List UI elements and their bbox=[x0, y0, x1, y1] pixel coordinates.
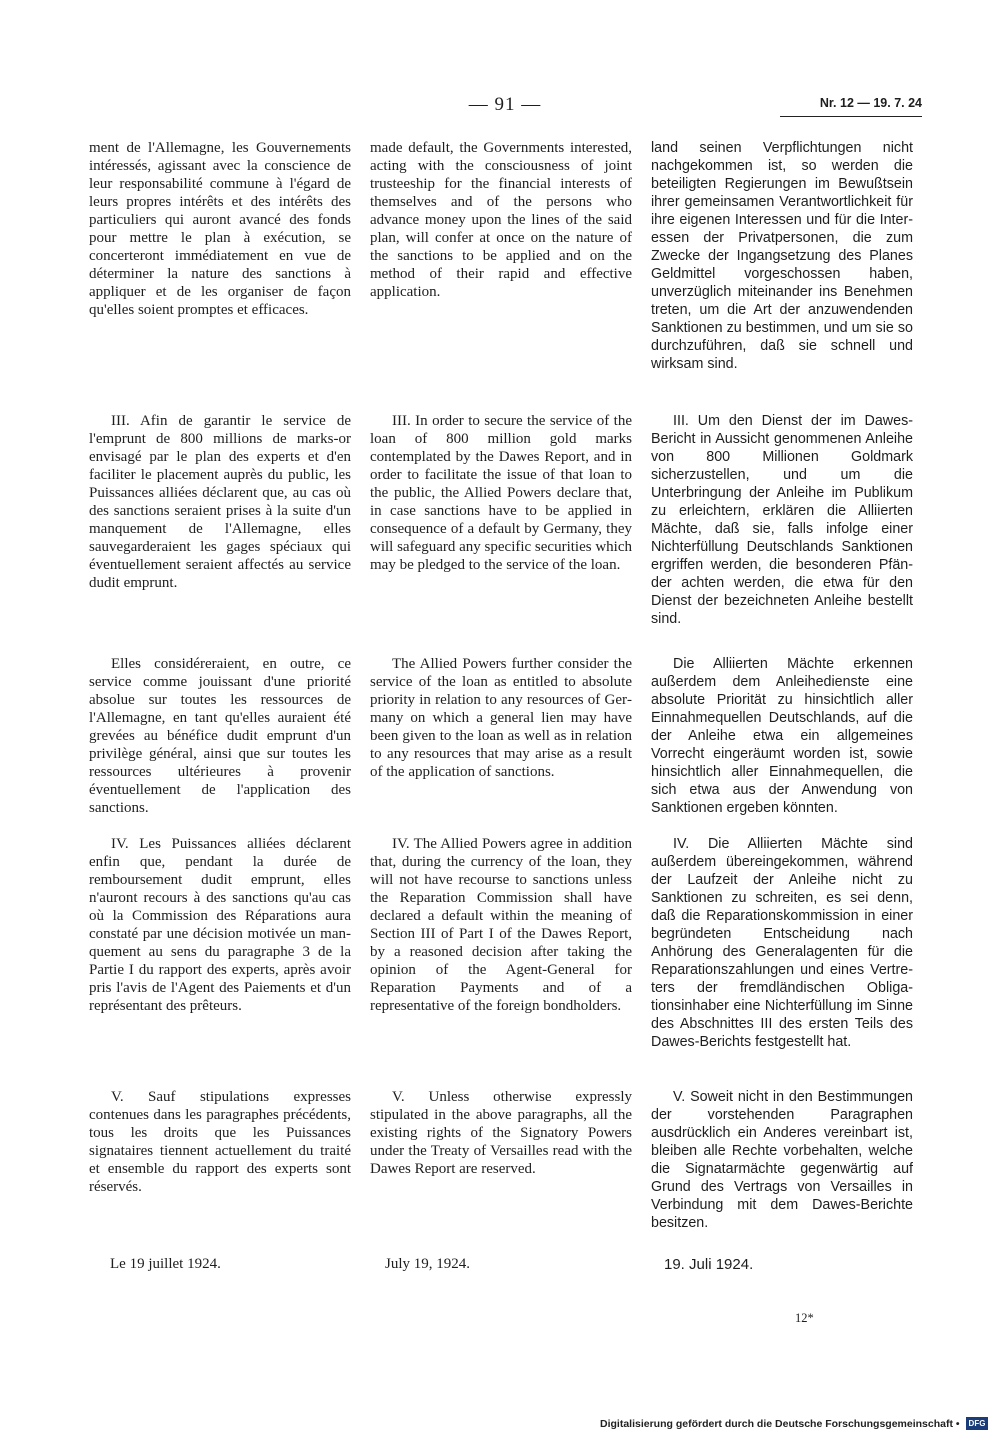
dfg-logo-icon: DFG bbox=[966, 1417, 988, 1430]
de-paragraph-iii: III. Um den Dienst der im Dawes-Bericht in Aussicht genommenen Anleihe von 800 Millionen Goldmark sicherzustellen, und um die Unterbringung der Anleihe im Publikum zu erleichtern, erklären die Alliierten Mächte, daß sie, falls infolge einer Nichterfüllung Deutschlands Sanktionen ergriffen werden, die besonderen Pfänder achten werden, die etwa für den Dienst der bezeichneten Anleihe bestellt sind. bbox=[651, 413, 913, 627]
en-paragraph-iii: III. In order to secure the service of the loan of 800 million gold marks contemplated by the Dawes Report, and in order to facilitate the issue of that loan to the public, the Allied Powers declare that, in case sanctions have to be applied in consequence of a default by Germany, they will safeguard any specific securities which may be pledged to the service of the loan. bbox=[370, 413, 632, 573]
fr-paragraph-continuation: ment de l'Allemagne, les Gouvernements intéressés, agissant avec la conscience de leur responsabilité commune à l'égard de leurs propres intérêts et des intérêts des particuliers qui auront avancé des fonds pour mettre le plan à exécution, se concerteront immédiatement en vue de déterminer la nature des sanctions à appliquer et de les organiser de façon qu'elles soient promptes et efficaces. bbox=[89, 140, 351, 318]
en-paragraph-priority: The Allied Powers further consider the service of the loan as entitled to absolute priority in relation to any resources of Germany on which a general lien may have been given to the loan as well as in relation to any resources that may arise as a result of the application of sanctions. bbox=[370, 656, 632, 780]
issue-reference: Nr. 12 — 19. 7. 24 bbox=[819, 96, 922, 110]
date-french: Le 19 juillet 1924. bbox=[110, 1256, 221, 1272]
de-paragraph-iv: IV. Die Alliierten Mächte sind außerdem übereingekommen, während der Laufzeit der Anleihe nicht zu Sanktionen zu schreiten, es sei denn, daß die Reparationskommission in einer begründeten Entscheidung nach Anhörung des Generalagenten für die Reparationszahlungen und eines Vertreters der fremdländischen Obligationsinhaber eine Nichterfüllung im Sinne des Abschnittes III des ersten Teils des Dawes-Berichts festgestellt hat. bbox=[651, 836, 913, 1050]
sheet-signature-mark: 12* bbox=[795, 1311, 814, 1325]
fr-paragraph-iii: III. Afin de garantir le service de l'emprunt de 800 millions de marks-or envisagé par le plan des experts et d'en faciliter le placement auprès du public, les Puissances alliées déclarent que, au cas où des sanctions seraient prises à la suite d'un manquement de l'Allemagne, elles sauvegarderaient les gages spéciaux qui éventuellement seraient affectés au service dudit emprunt. bbox=[89, 413, 351, 591]
de-paragraph-continuation: land seinen Verpflichtungen nicht nachgekommen ist, so werden die beteiligten Regierungen im Bewußtsein ihrer gemeinsamen Verantwortlichkeit für ihre eigenen Interessen und für die Interessen der Privatpersonen, die zum Zwecke der Ingangsetzung des Planes Geldmittel vorgeschossen haben, unverzüglich miteinander ins Benehmen treten, um die Art der anzuwendenden Sanktionen zu bestimmen, und um sie so durchzuführen, daß sie schnell und wirksam sind. bbox=[651, 140, 913, 372]
en-paragraph-continuation: made default, the Governments interested, acting with the consciousness of joint trusteeship for the financial interests of themselves and of the persons who advance money upon the lines of the said plan, will confer at once on the nature of the sanctions to be applied and on the method of their rapid and effective application. bbox=[370, 140, 632, 300]
fr-paragraph-priority: Elles considéreraient, en outre, ce service comme jouissant d'une priorité absolue sur toutes les ressources de l'Allemagne, en tant qu'elles auraient été grevées au bénéfice dudit emprunt d'un privilège général, ainsi que sur toutes les ressources ultérieures à provenir éventuellement de l'application des sanctions. bbox=[89, 656, 351, 816]
page-number: — 91 — bbox=[468, 94, 542, 115]
en-paragraph-v: V. Unless otherwise expressly stipulated in the above paragraphs, all the existing rights of the Signatory Powers under the Treaty of Versailles read with the Dawes Report are reserved. bbox=[370, 1089, 632, 1177]
fr-paragraph-v: V. Sauf stipulations expresses contenues dans les paragraphes précédents, tous les droits que les Puissances signataires tiennent actuellement du traité et ensemble du rapport des experts sont réservés. bbox=[89, 1089, 351, 1195]
fr-paragraph-iv: IV. Les Puissances alliées déclarent enfin que, pendant la durée de remboursement dudit emprunt, elles n'auront recours à des sanctions qu'au cas où la Commission des Réparations aura constaté par une décision motivée un manquement au sens du paragraphe 3 de la Partie I du rapport des experts, après avoir pris l'avis de l'Agent des Paiements et d'un représentant des prêteurs. bbox=[89, 836, 351, 1014]
en-paragraph-iv: IV. The Allied Powers agree in addition that, during the currency of the loan, they will not have recourse to sanctions unless the Reparation Commission shall have declared a default within the meaning of Section III of Part I of the Dawes Report, by a reasoned decision after taking the opinion of the Agent-General for Reparation Payments and of a representative of the foreign bondholders. bbox=[370, 836, 632, 1014]
de-paragraph-priority: Die Alliierten Mächte erkennen außerdem dem Anleihedienste eine absolute Priorität zu hinsichtlich aller Einnahmequellen Deutschlands, auf die der Anleihe etwa ein allgemeines Vorrecht eingeräumt worden ist, sowie hinsichtlich aller Einnahmequellen, die sich etwa aus der Anwendung von Sanktionen ergeben könnten. bbox=[651, 656, 913, 816]
digitization-credit: Digitalisierung gefördert durch die Deutsche Forschungsgemeinschaft • bbox=[600, 1418, 960, 1430]
date-english: July 19, 1924. bbox=[385, 1256, 471, 1272]
de-paragraph-v: V. Soweit nicht in den Bestimmungen der vorstehenden Paragraphen ausdrücklich ein Anderes vereinbart ist, bleiben alle Rechte vorbehalten, welche die Signatarmächte gegenwärtig auf Grund des Vertrags von Versailles in Verbindung mit dem Dawes-Berichte besitzen. bbox=[651, 1089, 913, 1231]
header-rule bbox=[780, 116, 922, 117]
date-german: 19. Juli 1924. bbox=[664, 1256, 754, 1273]
